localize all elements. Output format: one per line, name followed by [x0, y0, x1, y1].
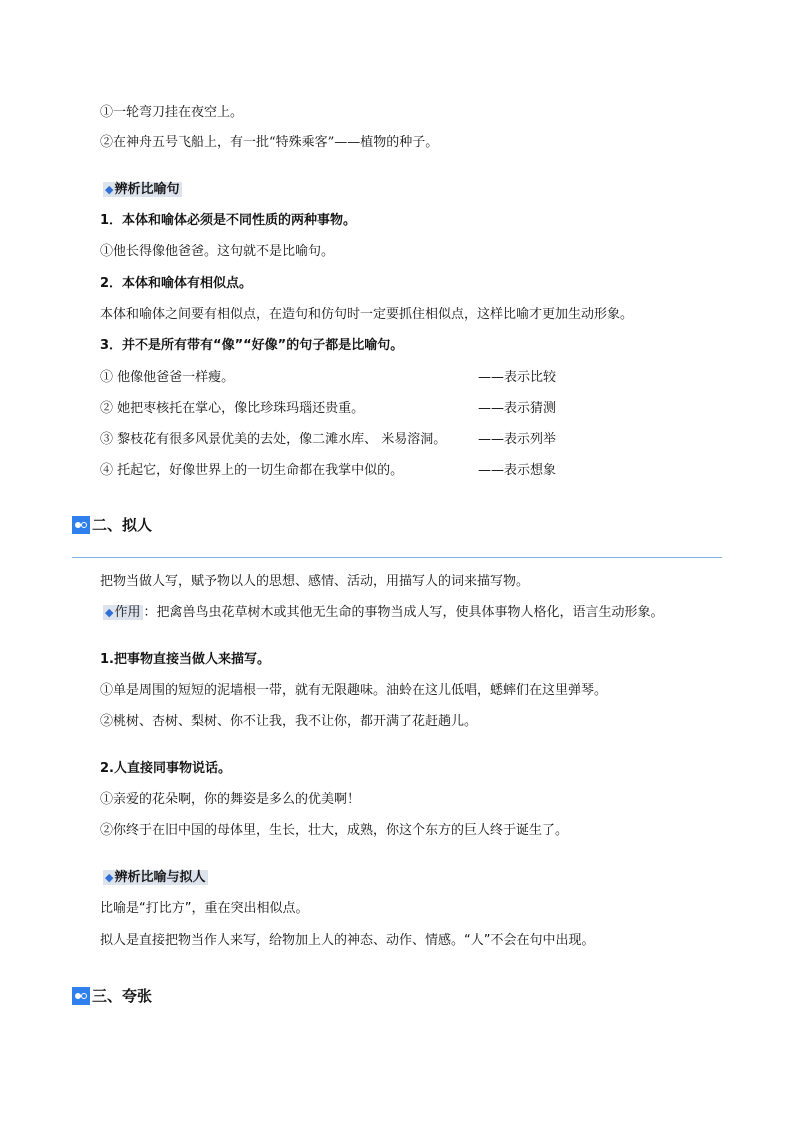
comparison-note: ——表示列举	[478, 432, 557, 447]
rule-heading: 1．本体和喻体必须是不同性质的两种事物。	[100, 213, 357, 228]
tag-label: ◆辨析比喻句	[103, 182, 182, 197]
rule-heading: 3．并不是所有带有“像”“好像”的句子都是比喻句。	[100, 338, 404, 353]
comparison-note: ——表示比较	[478, 370, 557, 385]
section-heading: 二、拟人	[72, 514, 152, 535]
paragraph: 比喻是“打比方”，重在突出相似点。	[100, 901, 309, 916]
effect-line: ◆作用 ：把禽兽鸟虫花草树木或其他无生命的事物当成人写，使具体事物人格化，语言生动形象。	[105, 605, 664, 620]
comparison-row: ① 他像他爸爸一样瘦。	[100, 370, 235, 385]
paragraph: 本体和喻体之间要有相似点，在造句和仿句时一定要抓住相似点，这样比喻才更加生动形象。	[100, 307, 634, 322]
example-line: ①一轮弯刀挂在夜空上。	[100, 105, 244, 120]
paragraph: 把物当做人写，赋予物以人的思想、感情、活动，用描写人的词来描写物。	[100, 574, 530, 589]
example-line: ②在神舟五号飞船上，有一批“特殊乘客”——植物的种子。	[100, 135, 439, 150]
diamond-icon: ◆	[105, 871, 114, 884]
diamond-icon: ◆	[105, 183, 114, 196]
simile-tag	[103, 181, 182, 199]
rule-heading: 2．本体和喻体有相似点。	[100, 276, 253, 291]
example-line: ①亲爱的花朵啊，你的舞姿是多么的优美啊！	[100, 792, 361, 807]
section-divider	[72, 557, 722, 558]
paragraph: 拟人是直接把物当作人来写，给物加上人的神态、动作、情感。“人”不会在句中出现。	[100, 933, 595, 948]
section-icon	[72, 987, 90, 1005]
example-line: ②桃树、杏树、梨树、你不让我，我不让你，都开满了花赶趟儿。	[100, 714, 478, 729]
tag-label: ◆作用	[103, 605, 143, 620]
comparison-note: ——表示想象	[478, 463, 557, 478]
example-line: ①单是周围的短短的泥墙根一带，就有无限趣味。油蛉在这儿低唱，蟋蟀们在这里弹琴。	[100, 683, 608, 698]
comparison-row: ③ 黎枝花有很多风景优美的去处，像二滩水库、 米易溶洞。	[100, 432, 447, 447]
comparison-row: ② 她把枣核托在掌心，像比珍珠玛瑙还贵重。	[100, 401, 365, 416]
example-line: ②你终于在旧中国的母体里，生长，壮大，成熟，你这个东方的巨人终于诞生了。	[100, 823, 569, 838]
example-line: ①他长得像他爸爸。这句就不是比喻句。	[100, 244, 335, 259]
compare-tag	[103, 869, 208, 887]
section-heading: 三、夸张	[72, 985, 152, 1006]
tag-label: ◆辨析比喻与拟人	[103, 870, 208, 885]
comparison-row: ④ 托起它，好像世界上的一切生命都在我掌中似的。	[100, 463, 404, 478]
diamond-icon: ◆	[105, 606, 114, 619]
sub-heading: 2.人直接同事物说话。	[100, 761, 231, 776]
sub-heading: 1.把事物直接当做人来描写。	[100, 652, 270, 667]
section-icon	[72, 516, 90, 534]
comparison-note: ——表示猜测	[478, 401, 557, 416]
